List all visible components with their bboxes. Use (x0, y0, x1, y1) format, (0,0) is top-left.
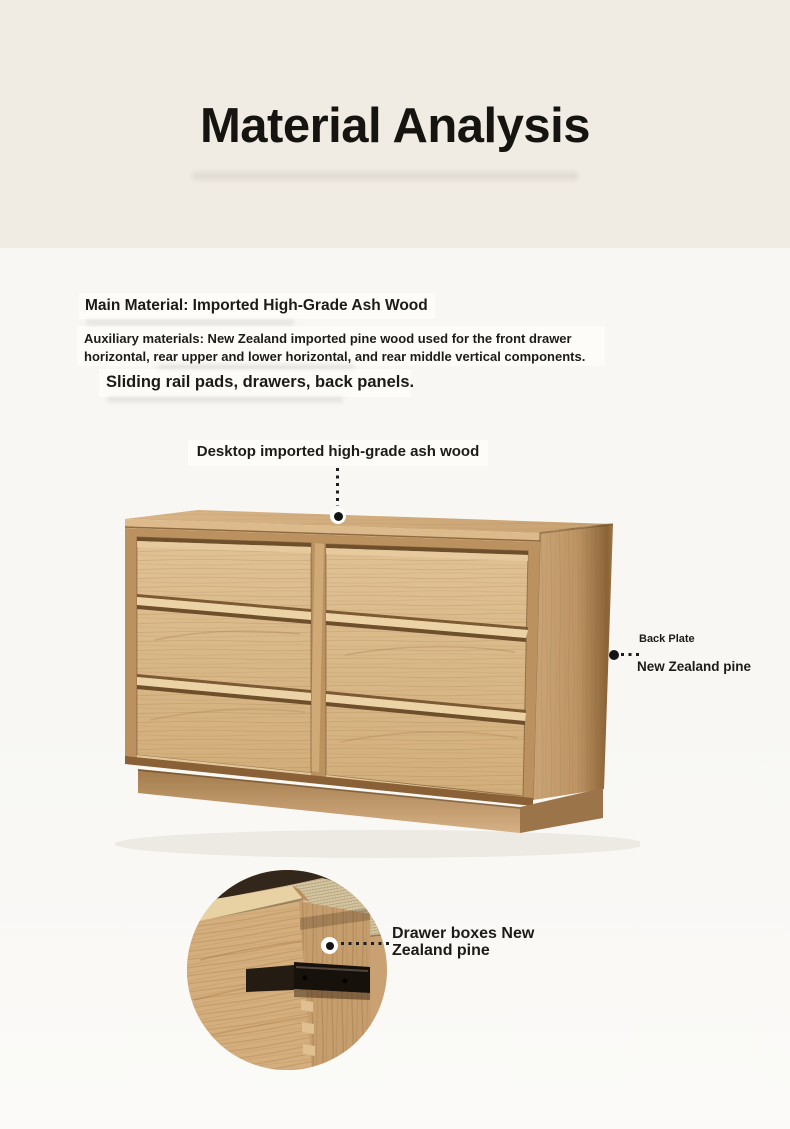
drawer-boxes-dotted-line (341, 942, 389, 945)
components-text: Sliding rail pads, drawers, back panels. (106, 373, 415, 391)
back-plate-subtitle: New Zealand pine (637, 659, 752, 674)
back-plate-title: Back Plate (639, 633, 695, 645)
dovetail-joint (302, 1022, 314, 1034)
drawer-boxes-callout-dot (321, 937, 338, 954)
dovetail-joint (303, 1044, 315, 1056)
dresser-side-panel (533, 524, 613, 800)
page-title: Material Analysis (199, 99, 591, 153)
ghost-text-artifact (86, 320, 294, 325)
drawer-column-right (326, 544, 528, 805)
ghost-text-artifact (107, 397, 343, 402)
back-plate-dotted-line (621, 653, 640, 656)
desktop-callout-dot (330, 508, 346, 524)
drawer-column-left (137, 537, 311, 781)
ghost-text-artifact (193, 172, 578, 180)
title-banner (0, 0, 790, 248)
back-plate-callout-dot (609, 650, 619, 660)
inset-slide-rail-tab (246, 965, 294, 992)
desktop-callout-label: Desktop imported high-grade ash wood (196, 443, 480, 460)
auxiliary-materials-text: Auxiliary materials: New Zealand imported pine wood used for the front drawer horizontal, rear upper and lower horizontal, and rear middle vertical components. (84, 331, 586, 365)
dresser-illustration (80, 470, 640, 870)
dovetail-joint (301, 1000, 313, 1012)
drawer-closeup-photo (185, 868, 389, 1072)
floor-shadow (115, 830, 640, 858)
main-material-text: Main Material: Imported High-Grade Ash Wood (85, 297, 428, 314)
drawer-boxes-label: Drawer boxes New Zealand pine (392, 925, 535, 959)
